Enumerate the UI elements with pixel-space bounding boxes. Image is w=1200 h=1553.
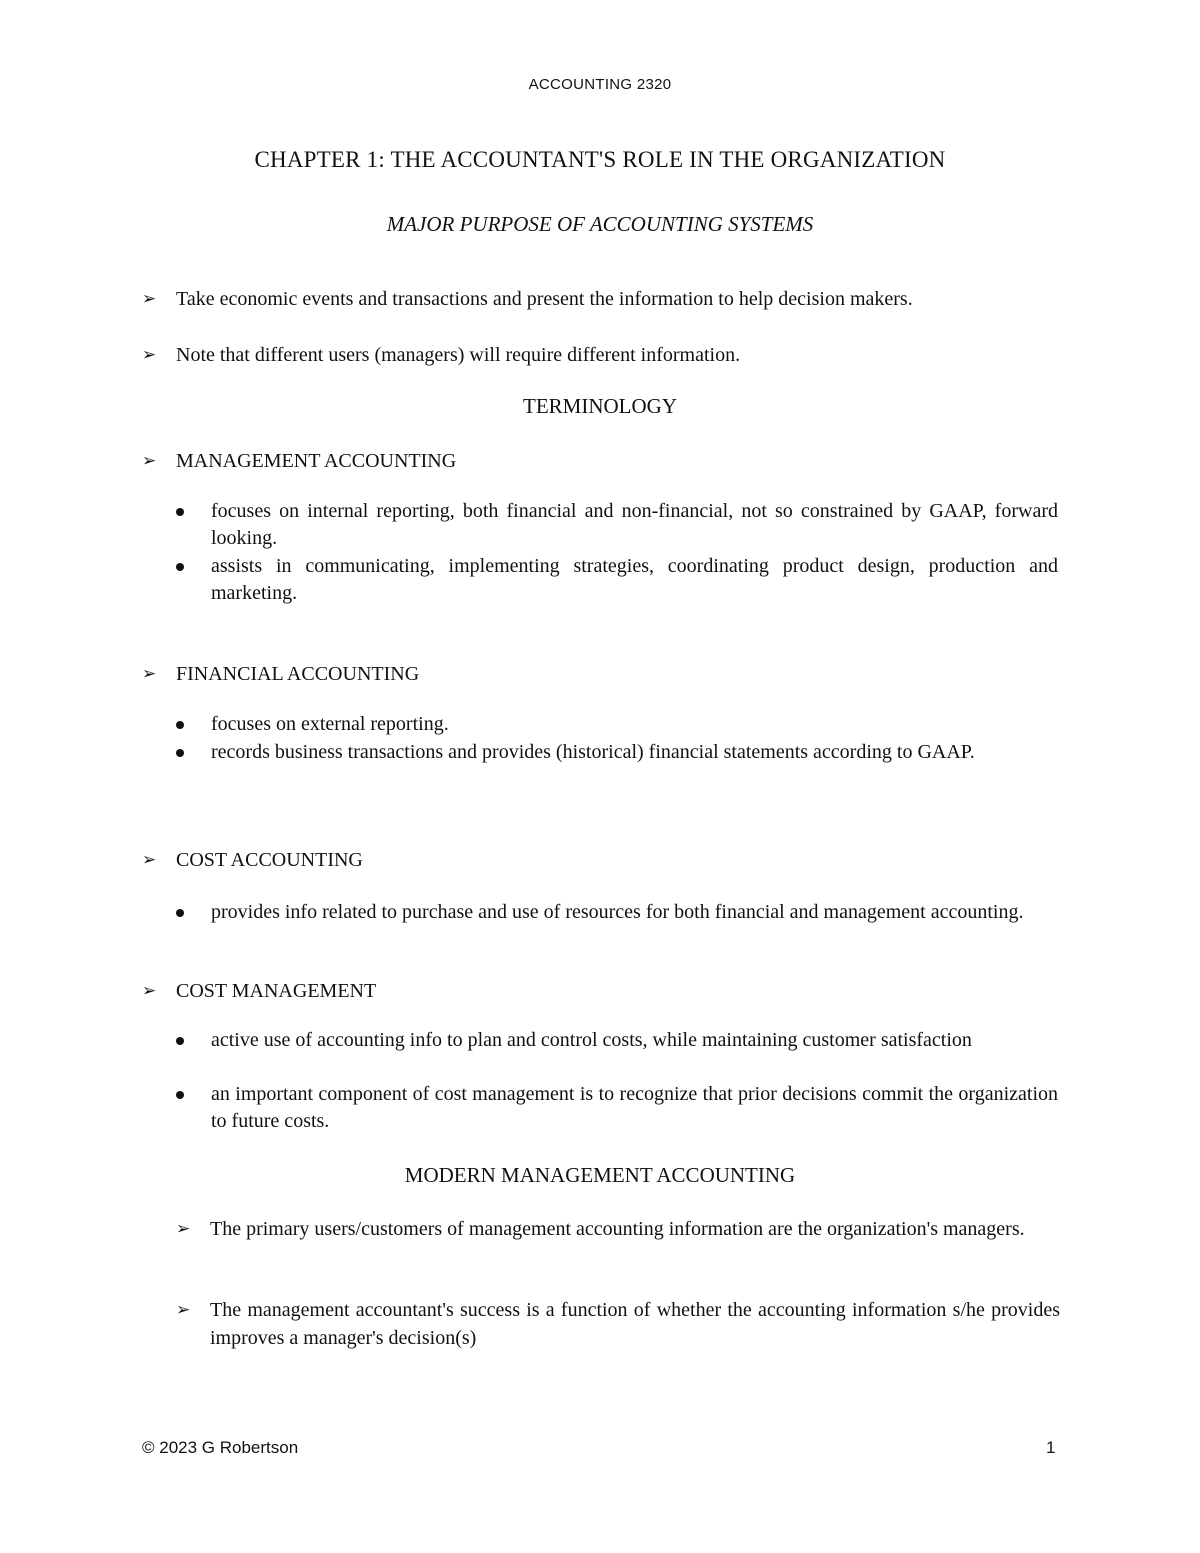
- arrow-bullet-icon: ➢: [142, 664, 157, 684]
- bullet-dot-icon: [174, 739, 211, 766]
- bullet-dot-icon: [174, 553, 211, 607]
- course-header: ACCOUNTING 2320: [528, 76, 672, 93]
- section-subtitle: MAJOR PURPOSE OF ACCOUNTING SYSTEMS: [386, 212, 814, 236]
- bullet-item: active use of accounting info to plan and control costs, while maintaining customer satisfaction: [174, 1027, 1058, 1054]
- bullet-dot-icon: [174, 498, 211, 552]
- term-cost-accounting: ➢ COST ACCOUNTING: [142, 846, 1062, 874]
- term-financial-accounting: ➢ FINANCIAL ACCOUNTING: [142, 660, 1062, 688]
- modern-heading: MODERN MANAGEMENT ACCOUNTING: [404, 1163, 796, 1187]
- term-cost-management: ➢ COST MANAGEMENT: [142, 977, 1062, 1005]
- bullet-item: focuses on external reporting.: [174, 711, 1058, 738]
- terminology-heading: TERMINOLOGY: [523, 394, 677, 418]
- bullet-item: focuses on internal reporting, both financial and non-financial, not so constrained by GAAP, forward looking.: [174, 498, 1058, 552]
- bullet-item: an important component of cost management is to recognize that prior decisions commit the organization to future costs.: [174, 1081, 1058, 1135]
- arrow-bullet-icon: ➢: [142, 981, 157, 1001]
- purpose-item: ➢ Note that different users (managers) will require different information.: [142, 341, 1062, 369]
- bullet-item: records business transactions and provides (historical) financial statements according to GAAP.: [174, 739, 1058, 766]
- arrow-bullet-icon: ➢: [176, 1219, 191, 1239]
- bullet-dot-icon: [174, 711, 211, 738]
- modern-item: ➢ The management accountant's success is a function of whether the accounting information s/he provides improves a manager's decision(s): [176, 1296, 1060, 1352]
- arrow-bullet-icon: ➢: [142, 289, 157, 309]
- arrow-bullet-icon: ➢: [142, 850, 157, 870]
- page-number: 1: [1046, 1438, 1056, 1457]
- bullet-dot-icon: [174, 899, 211, 926]
- bullet-item: provides info related to purchase and use of resources for both financial and management accounting.: [174, 899, 1058, 926]
- term-management-accounting: ➢ MANAGEMENT ACCOUNTING: [142, 447, 1062, 475]
- chapter-title: CHAPTER 1: THE ACCOUNTANT'S ROLE IN THE ORGANIZATION: [254, 147, 946, 172]
- bullet-dot-icon: [174, 1027, 211, 1054]
- bullet-dot-icon: [174, 1081, 211, 1135]
- arrow-bullet-icon: ➢: [142, 451, 157, 471]
- modern-item: ➢ The primary users/customers of management accounting information are the organization's managers.: [176, 1215, 1060, 1243]
- footer-copyright: © 2023 G Robertson: [142, 1438, 299, 1457]
- arrow-bullet-icon: ➢: [142, 345, 157, 365]
- arrow-bullet-icon: ➢: [176, 1300, 191, 1320]
- purpose-item: ➢ Take economic events and transactions and present the information to help decision makers.: [142, 285, 1062, 313]
- bullet-item: assists in communicating, implementing strategies, coordinating product design, production and marketing.: [174, 553, 1058, 607]
